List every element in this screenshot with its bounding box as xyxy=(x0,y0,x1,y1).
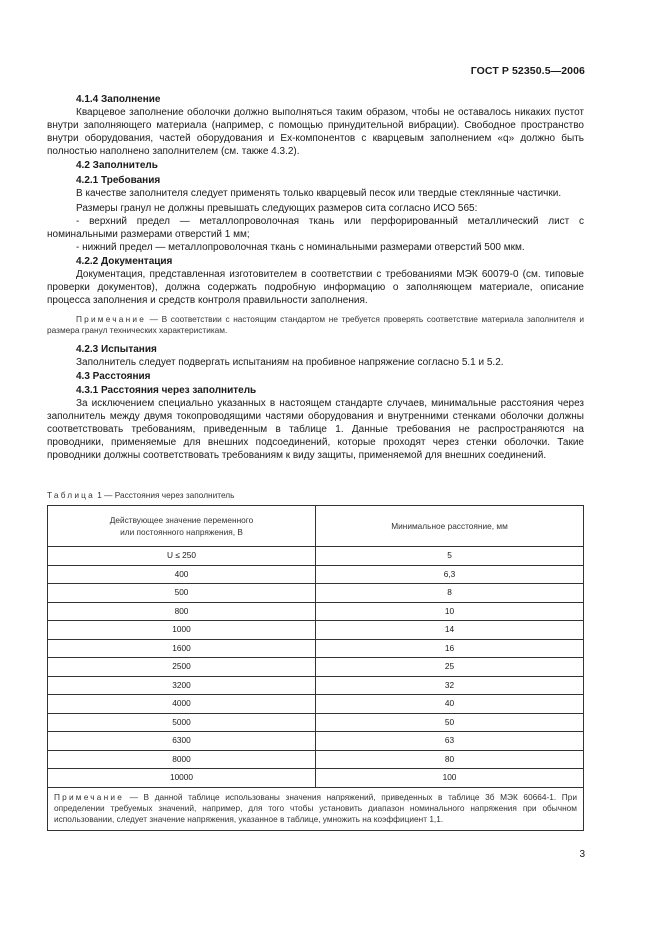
section-4-2-1-dash-1: - верхний предел — металлопроволочная ткань или перфорированный металлический лист с номинальными размерами отверстий 1 мм; xyxy=(47,215,584,240)
table-row xyxy=(48,639,584,658)
voltage-cell: 4000 xyxy=(48,695,316,714)
section-4-3-1-text: За исключением специально указанных в настоящем стандарте случаев, минимальные расстояния через заполнитель между двумя токопроводящими частями оборудования и внутренними стенками оболочки должны соответствовать требованиям, приведенным в таблице 1. Данные требования не распространяются на проводники, применяемые для внешних подсоединений, которые проходят через стенки оболочки. Такие проводники должны соответствовать требованиям к виду защиты, применяемой для внешних соединений. xyxy=(47,397,584,462)
table-caption xyxy=(47,490,234,500)
section-4-2-2-text: Документация, представленная изготовителем в соответствии с требованиями МЭК 60079-0 (см. типовые проверки документов), должна содержать подробную информацию о заполняющем материале, описание процесса заполнения и средств контроля правильности заполнения. xyxy=(47,269,584,307)
voltage-cell: 8000 xyxy=(48,750,316,769)
distances-table xyxy=(47,505,584,831)
table-note-label: Примечание xyxy=(54,791,125,802)
voltage-cell: 5000 xyxy=(48,713,316,732)
distance-cell: 5 xyxy=(316,547,584,566)
distance-cell: 40 xyxy=(316,695,584,714)
table-row xyxy=(48,565,584,584)
note-1 xyxy=(47,314,584,337)
distance-cell: 16 xyxy=(316,639,584,658)
voltage-cell: 400 xyxy=(48,565,316,584)
section-4-1-4-title: 4.1.4 Заполнение xyxy=(76,94,161,105)
table-row xyxy=(48,750,584,769)
voltage-cell: 2500 xyxy=(48,658,316,677)
distance-cell: 10 xyxy=(316,602,584,621)
table-header-row xyxy=(48,506,584,547)
note-1-text: — В соответствии с настоящим стандартом не требуется проверять соответствие материала заполнителя и размера гранул технических характеристикам. xyxy=(47,313,584,335)
table-row xyxy=(48,658,584,677)
table-row xyxy=(48,695,584,714)
section-4-1-4-text: Кварцевое заполнение оболочки должно выполняться таким образом, чтобы не оставалось никаких пустот внутри заполняющего материала (например, с помощью принудительной вибрации). Свободное пространство внутри оборудования, частей оборудования и Ex-компонентов с кварцевым заполнением «q» должно быть полностью наполнено заполнителем (см. также 4.3.2). xyxy=(47,107,584,158)
voltage-cell: 500 xyxy=(48,584,316,603)
voltage-cell: 1000 xyxy=(48,621,316,640)
section-4-2-title: 4.2 Заполнитель xyxy=(76,160,158,172)
table-caption-label: Таблица xyxy=(47,490,95,500)
col-voltage-header xyxy=(48,506,316,547)
voltage-cell: 1600 xyxy=(48,639,316,658)
voltage-cell: 6300 xyxy=(48,732,316,751)
distance-cell: 25 xyxy=(316,658,584,677)
col-voltage-header-line-2: или постоянного напряжения, В xyxy=(120,527,243,537)
col-voltage-header-line-1: Действующее значение переменного xyxy=(109,515,254,525)
distance-cell: 32 xyxy=(316,676,584,695)
table-row xyxy=(48,676,584,695)
table-row xyxy=(48,584,584,603)
section-4-2-1-dash-2: - нижний предел — металлопроволочная ткань с номинальными размерами отверстий 500 мкм. xyxy=(76,242,525,254)
section-4-2-1-paragraph-2: Размеры гранул не должны превышать следующих размеров сита согласно ИСО 565: xyxy=(76,202,478,214)
table-row xyxy=(48,602,584,621)
table-note xyxy=(48,787,584,830)
voltage-cell: 10000 xyxy=(48,769,316,788)
section-4-2-3-title: 4.2.3 Испытания xyxy=(76,343,157,355)
section-4-2-1-paragraph-1: В качестве заполнителя следует применять только кварцевый песок или твердые стеклянные частички. xyxy=(76,187,562,199)
table-note-text: — В данной таблице использованы значения напряжений, приведенных в таблице 3б МЭК 60664-1. При определении требуемых значений, например, для того чтобы установить диапазон номинального напряжения при обычном использовании, следует значение напряжения, указанное в таблице, умножить на коэффициент 1,1. xyxy=(54,791,577,824)
note-1-label: Примечание xyxy=(76,313,147,324)
table-row xyxy=(48,547,584,566)
distance-cell: 63 xyxy=(316,732,584,751)
table-row xyxy=(48,621,584,640)
voltage-cell: 800 xyxy=(48,602,316,621)
section-4-2-1-title: 4.2.1 Требования xyxy=(76,174,161,186)
distance-cell: 6,3 xyxy=(316,565,584,584)
voltage-cell: 3200 xyxy=(48,676,316,695)
main-text xyxy=(47,92,584,462)
distance-cell: 8 xyxy=(316,584,584,603)
distance-cell: 80 xyxy=(316,750,584,769)
table-row xyxy=(48,713,584,732)
distance-cell: 14 xyxy=(316,621,584,640)
page-number: 3 xyxy=(579,849,585,860)
voltage-cell: U ≤ 250 xyxy=(48,547,316,566)
col-distance-header: Минимальное расстояние, мм xyxy=(316,506,584,547)
distance-cell: 50 xyxy=(316,713,584,732)
section-4-3-title: 4.3 Расстояния xyxy=(76,370,151,382)
table-row xyxy=(48,769,584,788)
distance-cell: 100 xyxy=(316,769,584,788)
table-caption-text: 1 — Расстояния через заполнитель xyxy=(94,490,235,500)
section-4-2-2-title: 4.2.2 Документация xyxy=(76,256,173,268)
section-4-3-1-title: 4.3.1 Расстояния через заполнитель xyxy=(76,384,257,396)
document-id: ГОСТ Р 52350.5—2006 xyxy=(470,65,585,77)
table-note-row xyxy=(48,787,584,830)
section-4-2-3-text: Заполнитель следует подвергать испытаниям на пробивное напряжение согласно 5.1 и 5.2. xyxy=(76,356,504,368)
table-row xyxy=(48,732,584,751)
